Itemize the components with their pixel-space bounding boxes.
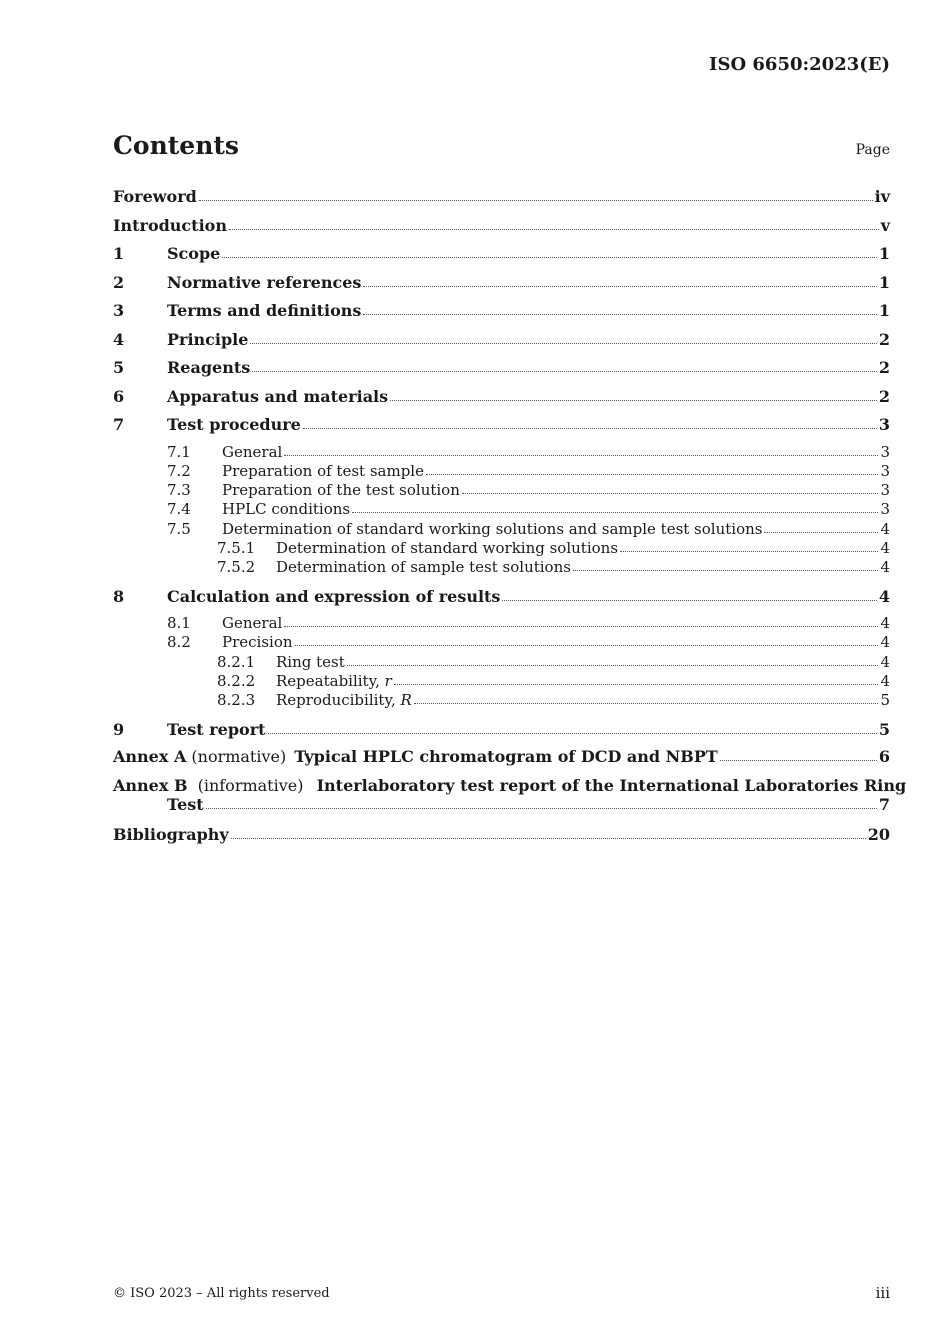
- toc-entry[interactable]: [113, 691, 890, 710]
- annex-b-title-line2: Test: [167, 795, 204, 815]
- leader-dots: [222, 257, 877, 258]
- annex-a-title: Typical HPLC chromatogram of DCD and NBPT: [294, 747, 718, 767]
- toc-entry-title: Reproducibility, R: [276, 691, 412, 710]
- toc-entry-number: 7.1: [167, 442, 191, 461]
- toc-entry-title: Determination of standard working solutions and sample test solutions: [222, 519, 763, 538]
- toc-entry-page: 4: [880, 614, 890, 633]
- toc-entry[interactable]: [113, 719, 890, 748]
- toc-entry[interactable]: [113, 500, 890, 519]
- toc-entry-number: 7.2: [167, 461, 191, 480]
- toc-entry-page: 1: [878, 301, 890, 320]
- toc-entry[interactable]: [113, 329, 890, 358]
- toc-entry-title: HPLC conditions: [222, 500, 351, 519]
- toc-entry-page: 4: [880, 652, 890, 671]
- toc-entry-page: 5: [880, 691, 890, 710]
- toc-entry[interactable]: [113, 558, 890, 577]
- annex-b-kind: (informative): [197, 776, 304, 796]
- toc-entry-page: 3: [880, 481, 890, 500]
- annex-a-kind: (normative): [191, 747, 287, 767]
- toc-entry-number: 2: [113, 272, 125, 292]
- toc-entry-page: 3: [880, 442, 890, 461]
- toc-entry[interactable]: [113, 414, 890, 443]
- toc-entry[interactable]: [113, 539, 890, 558]
- toc-entry-page: 3: [878, 415, 890, 434]
- toc-entry-title: Test procedure: [167, 415, 301, 434]
- leader-dots: [363, 286, 876, 287]
- toc-entry-number: 8.2.3: [217, 691, 256, 710]
- leader-dots: [206, 808, 877, 809]
- page-column-label: Page: [855, 142, 890, 158]
- toc-entry-number: 8: [113, 586, 125, 606]
- toc-entry[interactable]: [113, 614, 890, 633]
- footer-page-number: iii: [875, 1284, 890, 1302]
- leader-dots: [462, 493, 879, 494]
- toc-entry-title: Terms and definitions: [167, 301, 362, 320]
- toc-entry-title: General: [222, 614, 283, 633]
- toc-entry-page: 5: [878, 719, 890, 739]
- toc-entry-title: Precision: [222, 633, 293, 652]
- toc-entry-number: 3: [113, 301, 125, 320]
- toc-entry-title: Test report: [167, 719, 266, 739]
- toc-entry-number: 7.5.2: [217, 558, 256, 577]
- toc-entry-number: 7.4: [167, 500, 191, 519]
- toc-entry-page: 4: [880, 538, 890, 557]
- toc-entry-number: 7.3: [167, 481, 191, 500]
- toc-entry[interactable]: [113, 633, 890, 652]
- toc-entry-page: 4: [880, 519, 890, 538]
- annex-b-title-line1: Interlaboratory test report of the International Laboratories Ring: [316, 776, 907, 796]
- toc-entry-number: 8.2.2: [217, 671, 256, 690]
- leader-dots: [250, 343, 876, 344]
- leader-dots: [295, 645, 879, 646]
- toc-entry-page: 2: [878, 386, 890, 406]
- leader-dots: [426, 474, 878, 475]
- leader-dots: [363, 314, 876, 315]
- toc-entry-title: Ring test: [276, 652, 345, 671]
- toc-entry[interactable]: [113, 243, 890, 272]
- leader-dots: [764, 532, 878, 533]
- leader-dots: [303, 428, 877, 429]
- toc-entry-number: 8.1: [167, 614, 191, 633]
- leader-dots: [720, 760, 877, 761]
- toc-entry-page: 4: [880, 558, 890, 577]
- toc-entries: [113, 186, 890, 747]
- toc-entry-title: Scope: [167, 244, 221, 263]
- contents-title: Contents: [113, 131, 240, 160]
- toc-entry-number: 8.2: [167, 633, 191, 652]
- toc-group-gap: [113, 711, 890, 719]
- toc-entry[interactable]: [113, 386, 890, 415]
- toc-entry-title: Reagents: [167, 358, 251, 377]
- toc-entry[interactable]: [113, 481, 890, 500]
- toc-entry-title: Calculation and expression of results: [167, 586, 501, 606]
- toc-entry-number: 5: [113, 358, 125, 377]
- toc-entry-number: 1: [113, 244, 125, 263]
- toc-entry-title: Apparatus and materials: [167, 386, 389, 406]
- leader-dots: [390, 400, 877, 401]
- toc-entry-page: 4: [880, 671, 890, 690]
- toc-entry-number: 6: [113, 386, 125, 406]
- toc-entry[interactable]: [113, 272, 890, 301]
- toc-entry-title: Preparation of the test solution: [222, 481, 460, 500]
- toc-entry-page: iv: [874, 187, 890, 206]
- toc-entry[interactable]: [113, 443, 890, 462]
- footer-copyright: © ISO 2023 – All rights reserved: [113, 1286, 330, 1301]
- toc-entry-page: 1: [878, 244, 890, 263]
- toc-entry-title: Preparation of test sample: [222, 461, 424, 480]
- bibliography-title: Bibliography: [113, 825, 229, 845]
- toc-entry-title: General: [222, 442, 283, 461]
- toc-entry-title: Determination of sample test solutions: [276, 558, 571, 577]
- toc-entry-number: 7.5: [167, 519, 191, 538]
- toc-entry-page: 4: [880, 633, 890, 652]
- toc-bibliography[interactable]: [113, 824, 890, 853]
- annex-a-label: Annex A: [113, 747, 187, 767]
- leader-dots: [229, 229, 879, 230]
- leader-dots: [394, 684, 879, 685]
- toc-entry[interactable]: [113, 215, 890, 244]
- toc-entry[interactable]: [113, 300, 890, 329]
- toc-entry-page: 2: [878, 358, 890, 377]
- toc-entry-title: Foreword: [113, 187, 197, 206]
- leader-dots: [284, 455, 878, 456]
- annex-b-page: 7: [878, 795, 890, 815]
- toc-entry[interactable]: [113, 520, 890, 539]
- toc-entry-page: 4: [878, 586, 890, 606]
- toc-entry-title: Normative references: [167, 272, 362, 292]
- leader-dots: [620, 551, 878, 552]
- toc-entry-title: Introduction: [113, 215, 227, 235]
- toc-entry-page: 3: [880, 461, 890, 480]
- bibliography-page: 20: [867, 825, 890, 845]
- toc-entry-page: v: [880, 215, 890, 235]
- leader-dots: [252, 371, 877, 372]
- toc-entry[interactable]: [113, 672, 890, 691]
- toc-entry[interactable]: [113, 186, 890, 215]
- toc-entry-number: 4: [113, 329, 125, 349]
- leader-dots: [502, 600, 876, 601]
- leader-dots: [573, 570, 879, 571]
- toc-entry-title: Determination of standard working solutions: [276, 538, 619, 557]
- toc-entry-title: Repeatability, r: [276, 671, 392, 690]
- document-id: ISO 6650:2023(E): [709, 54, 890, 75]
- toc-entry[interactable]: [113, 586, 890, 615]
- annex-b-label: Annex B: [113, 776, 188, 796]
- leader-dots: [268, 733, 877, 734]
- toc-entry-page: 3: [880, 500, 890, 519]
- annex-a-page: 6: [878, 747, 890, 767]
- toc-entry-number: 9: [113, 719, 125, 739]
- toc-entry[interactable]: [113, 357, 890, 386]
- toc-entry-title: Principle: [167, 329, 249, 349]
- toc-entry-number: 7: [113, 415, 125, 434]
- toc-entry-page: 1: [878, 272, 890, 292]
- toc-entry[interactable]: [113, 653, 890, 672]
- leader-dots: [347, 665, 879, 666]
- toc-entry[interactable]: [113, 462, 890, 481]
- table-of-contents: [113, 186, 907, 853]
- leader-dots: [352, 512, 878, 513]
- toc-entry-page: 2: [878, 329, 890, 349]
- toc-group-gap: [113, 578, 890, 586]
- leader-dots: [231, 838, 866, 839]
- leader-dots: [414, 703, 879, 704]
- leader-dots: [199, 200, 873, 201]
- toc-annex-b[interactable]: [113, 776, 907, 815]
- toc-entry-number: 7.5.1: [217, 538, 256, 557]
- leader-dots: [284, 626, 878, 627]
- toc-entry-number: 8.2.1: [217, 652, 256, 671]
- toc-annex-a[interactable]: [113, 747, 890, 766]
